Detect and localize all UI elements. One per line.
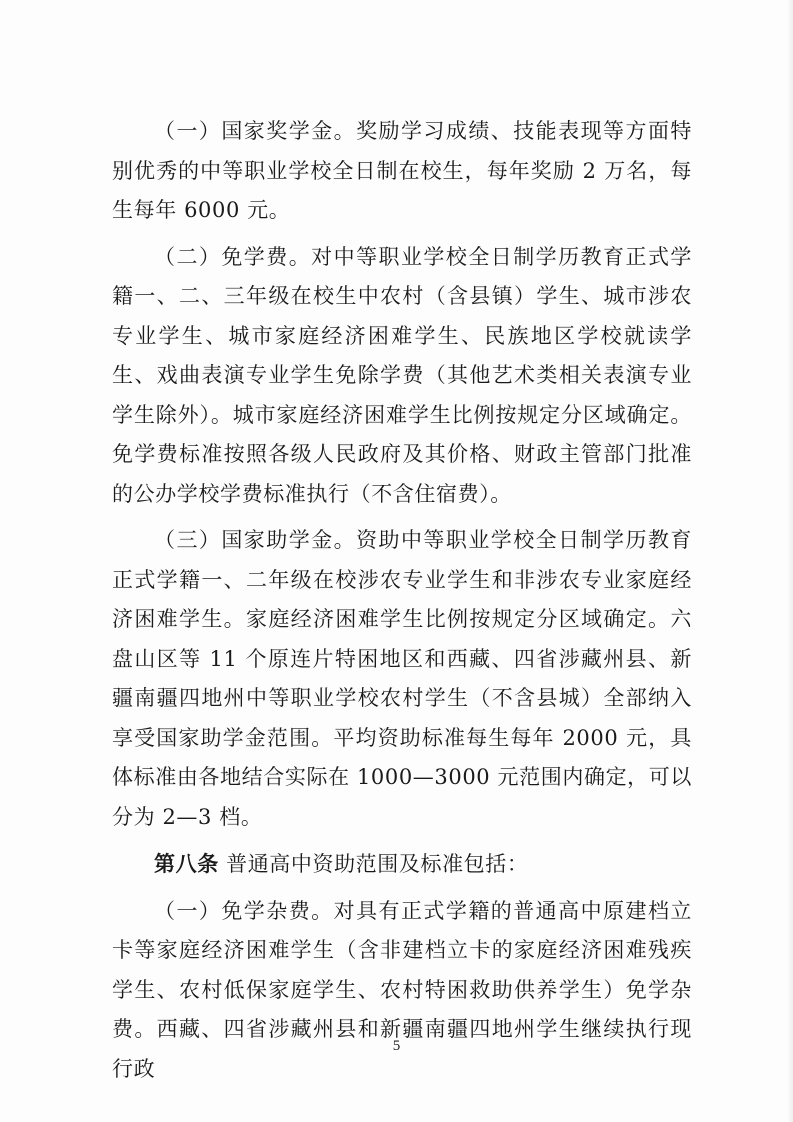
paragraph-national-scholarship: （一）国家奖学金。奖励学习成绩、技能表现等方面特别优秀的中等职业学校全日制在校生，每年奖励 2 万名，每生每年 6000 元。 [112,119,692,222]
paragraph-highschool-fee-exemption: （一）免学杂费。对具有正式学籍的普通高中原建档立卡等家庭经济困难学生（含非建档立卡的家庭经济困难残疾学生、农村低保家庭学生、农村特困救助供养学生）免学杂费。西藏、四省涉藏州县和新疆南疆四地州学生继续执行现行政 [112,898,692,1081]
article-eight-heading [112,844,692,885]
paragraph-tuition-exemption: （二）免学费。对中等职业学校全日制学历教育正式学籍一、二、三年级在校生中农村（含县镇）学生、城市涉农专业学生、城市家庭经济困难学生、民族地区学校就读学生、戏曲表演专业学生免除学费（其他艺术类相关表演专业学生除外）。城市家庭经济困难学生比例按规定分区域确定。免学费标准按照各级人民政府及其价格、财政主管部门批准的公办学校学费标准执行（不含住宿费）。 [112,244,692,506]
article-heading-text: 普通高中资助范围及标准包括： [218,852,529,876]
article-label: 第八条 [154,851,219,876]
scan-edge-shadow [787,0,793,1122]
paragraph-national-grant: （三）国家助学金。资助中等职业学校全日制学历教育正式学籍一、二年级在校涉农专业学生和非涉农专业家庭经济困难学生。家庭经济困难学生比例按规定分区域确定。六盘山区等 11 个原连片特困地区和西藏、四省涉藏州县、新疆南疆四地州中等职业学校农村学生（不含县城）全部纳入享受国家助学金范围。平均资助标准每生每年 2000 元，具体标准由各地结合实际在 1000—3000 元范围内确定，可以分为 2—3 档。 [112,528,692,829]
page-number: 5 [392,1038,401,1054]
document-body [112,112,692,1096]
